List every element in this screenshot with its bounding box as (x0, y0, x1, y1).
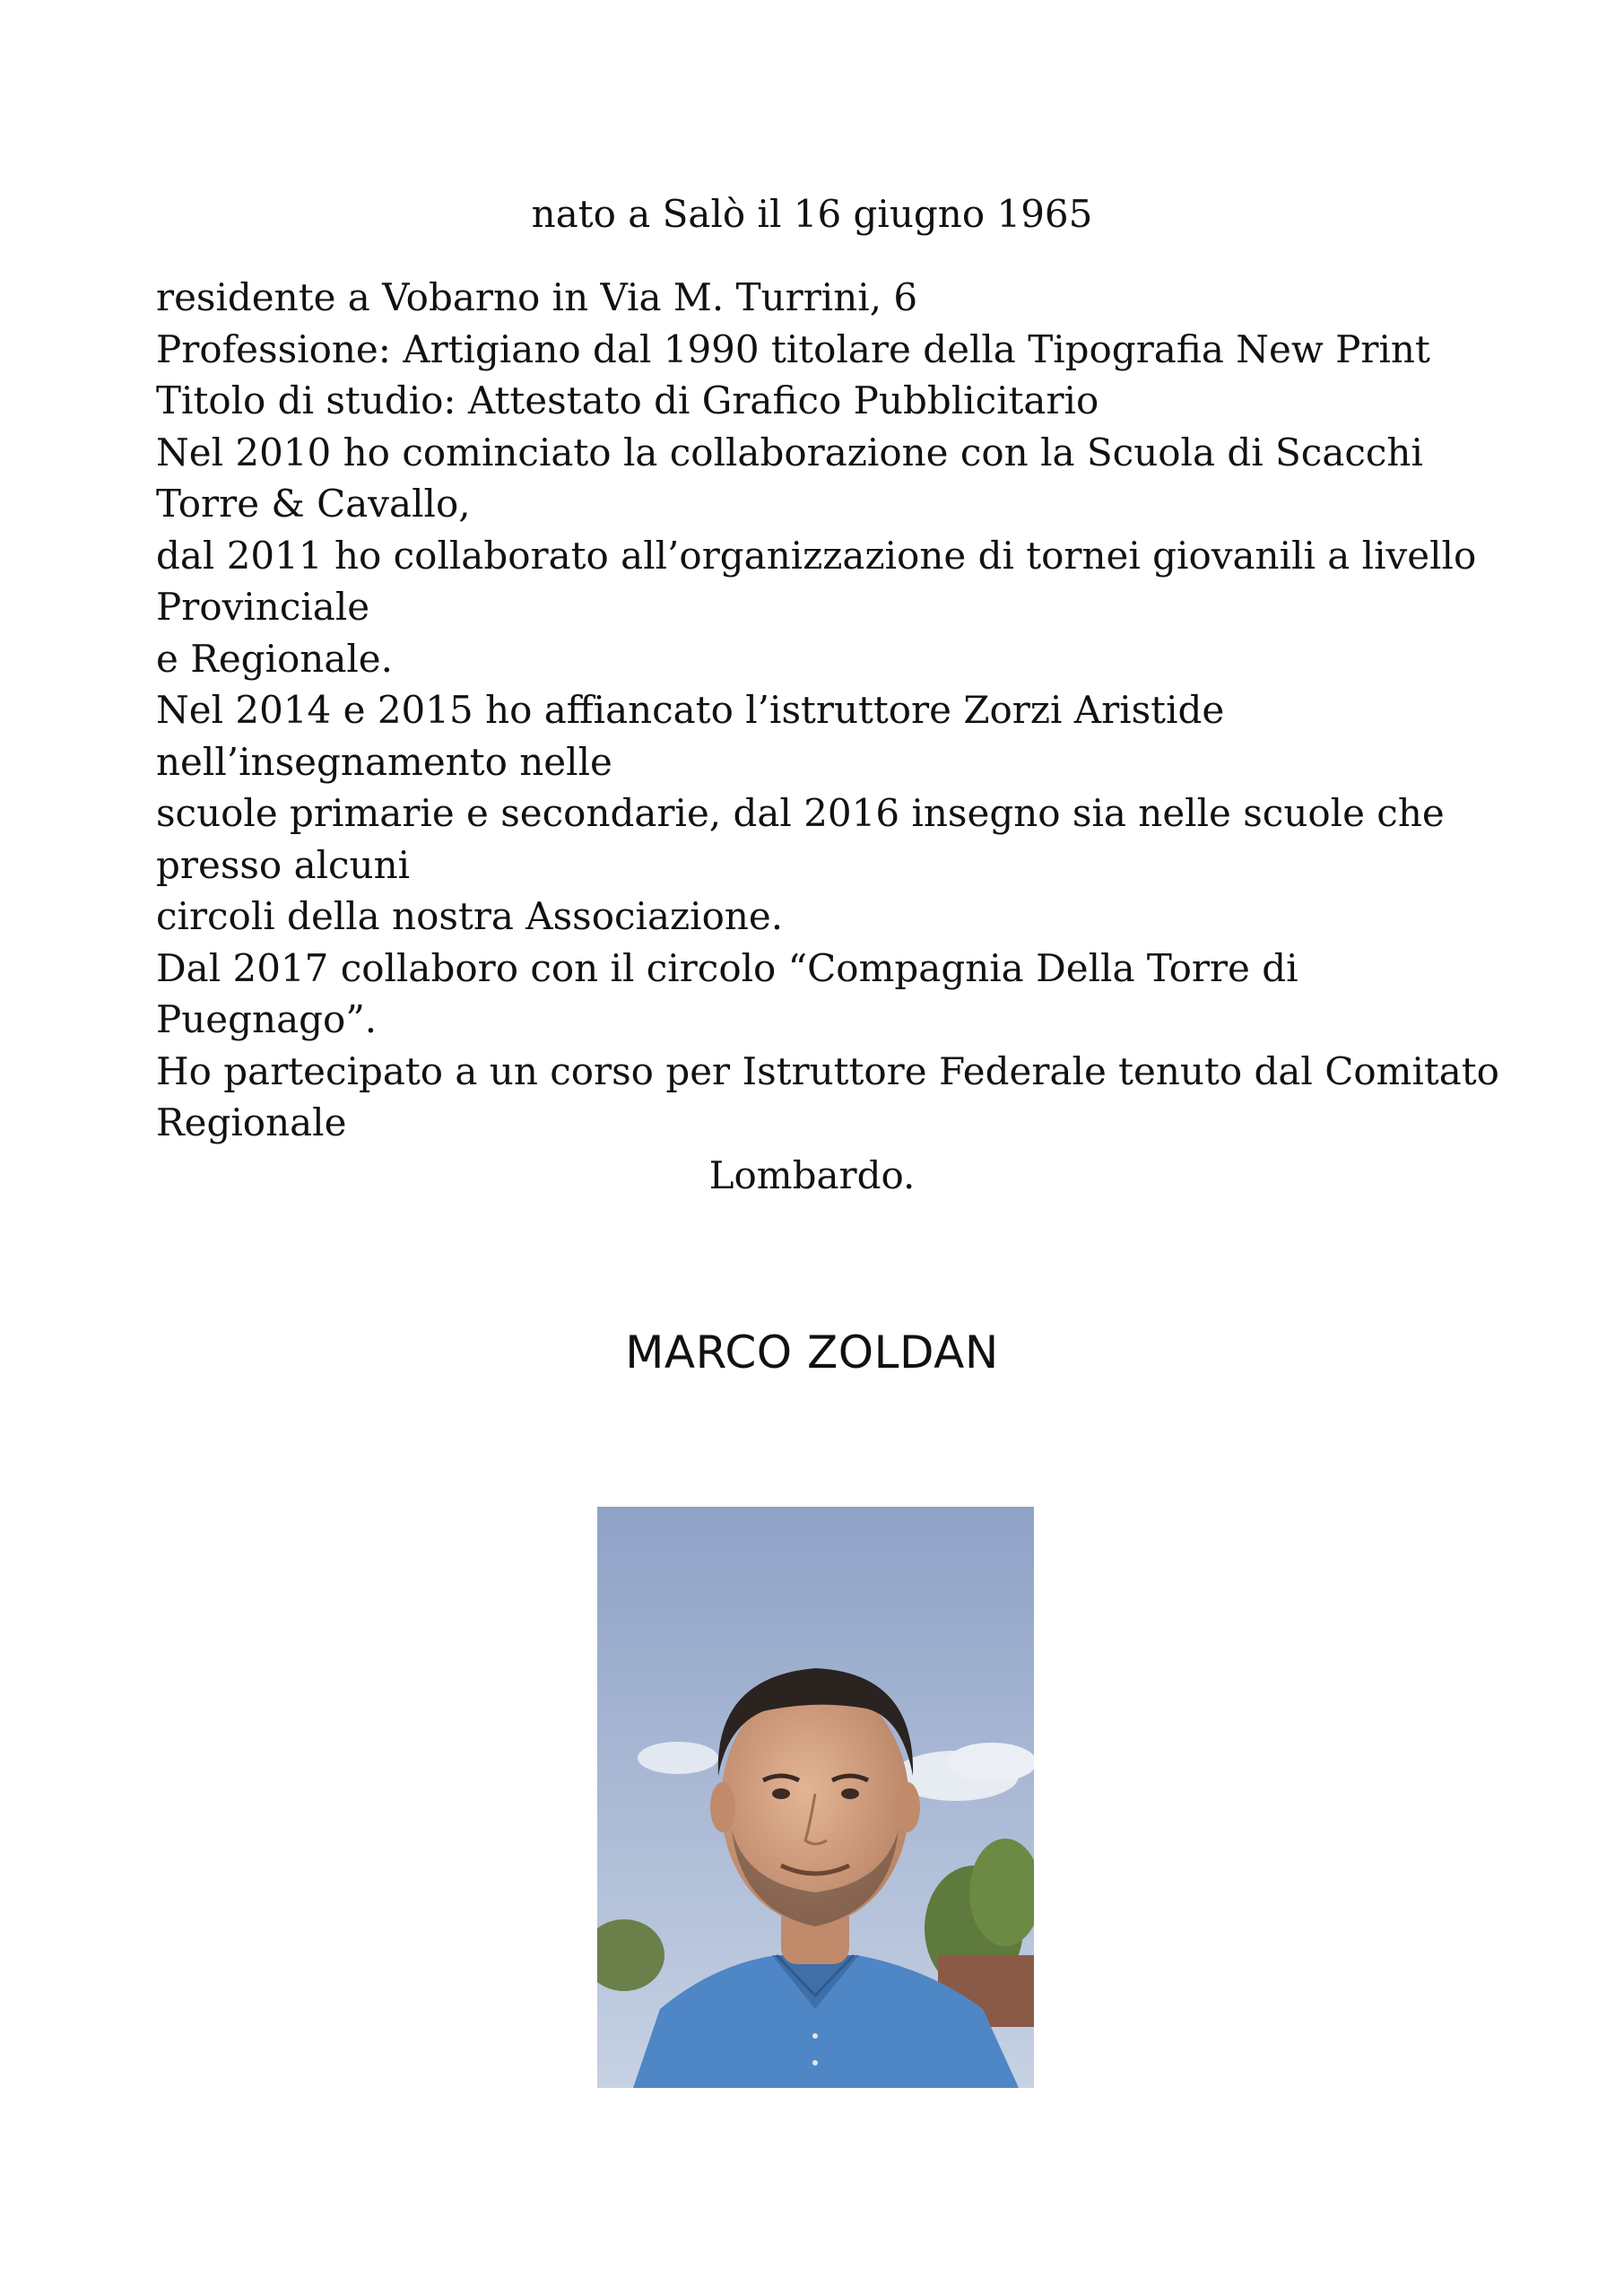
biography-line: Nel 2014 e 2015 ho affiancato l’istruttore Zorzi Aristide (156, 688, 1225, 732)
biography-line: Professione: Artigiano dal 1990 titolare della Tipografia New Print (156, 326, 1430, 371)
birth-line: nato a Salò il 16 giugno 1965 (531, 192, 1093, 236)
biography-line: e Regionale. (156, 636, 394, 681)
biography-line: Ho partecipato a un corso per Istruttore Federale tenuto dal Comitato (156, 1048, 1499, 1093)
portrait-photo (597, 1507, 1034, 2088)
biography-line: Regionale (156, 1100, 347, 1144)
biography-line: Torre & Cavallo, (156, 482, 471, 526)
biography-line: nell’insegnamento nelle (156, 739, 612, 784)
biography-line: circoli della nostra Associazione. (156, 894, 784, 938)
biography-line: Dal 2017 collaboro con il circolo “Compagnia Della Torre di (156, 945, 1298, 990)
closing-line: Lombardo. (708, 1153, 916, 1197)
biography-line: Nel 2010 ho cominciato la collaborazione con la Scuola di Scacchi (156, 430, 1423, 474)
person-name: MARCO ZOLDAN (625, 1326, 999, 1378)
biography-line: dal 2011 ho collaborato all’organizzazione di tornei giovanili a livello (156, 533, 1477, 578)
biography-text (156, 272, 1555, 1149)
biography-line: Puegnago”. (156, 997, 378, 1041)
biography-line: Provinciale (156, 585, 370, 629)
biography-line: Titolo di studio: Attestato di Grafico Pubblicitario (156, 378, 1099, 422)
biography-line: residente a Vobarno in Via M. Turrini, 6 (156, 275, 918, 319)
biography-line: presso alcuni (156, 842, 411, 887)
biography-line: scuole primarie e secondarie, dal 2016 insegno sia nelle scuole che (156, 791, 1445, 835)
